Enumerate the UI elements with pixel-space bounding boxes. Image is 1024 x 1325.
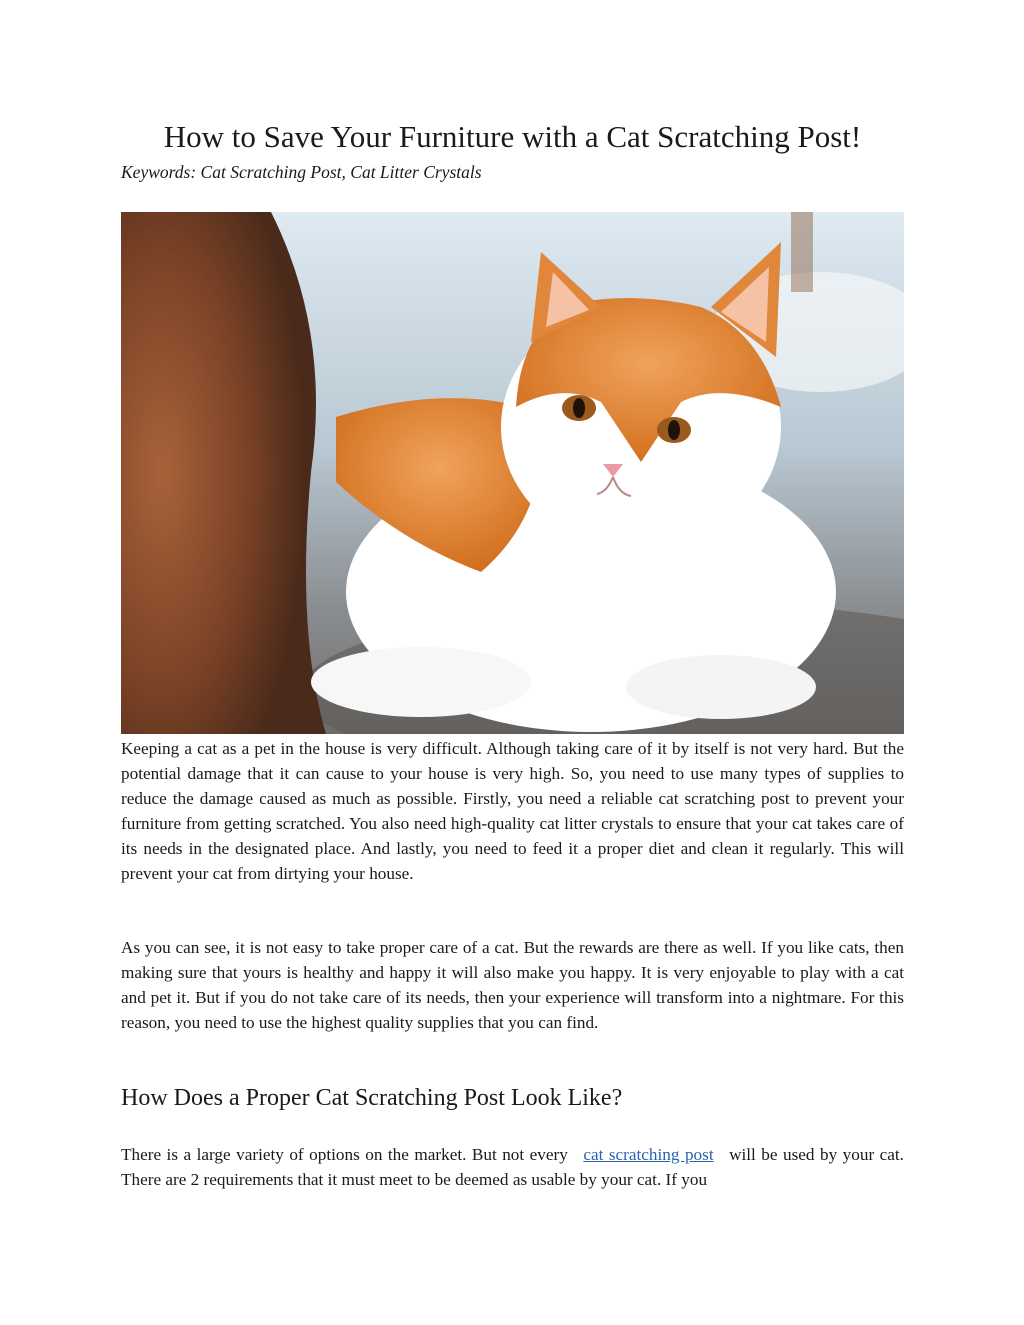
paragraph-3-text-end: will be used by your cat. There are 2 requirements that it must meet to be deemed as usable by your cat. If you [121, 1145, 904, 1189]
paragraph-1: Keeping a cat as a pet in the house is very difficult. Although taking care of it by itself is not very hard. But the potential damage that it can cause to your house is very high. So, you need to use many types of supplies to reduce the damage caused as much as possible. Firstly, you need a reliable cat scratching post to prevent your furniture from getting scratched. You also need high-quality cat litter crystals to ensure that your cat takes care of its needs in the designated place. And lastly, you need to feed it a proper diet and clean it regularly. This will prevent your cat from dirtying your house. [121, 739, 904, 883]
cat-scratching-post-link[interactable]: cat scratching post [583, 1145, 714, 1164]
paragraph-2: As you can see, it is not easy to take proper care of a cat. But the rewards are there as well. If you like cats, then making sure that yours is healthy and happy it will also make you happy. It is very enjoyable to play with a cat and pet it. But if you do not take care of its needs, then your experience will transform into a nightmare. For this reason, you need to use the highest quality supplies that you can find. [121, 938, 904, 1032]
page-title: How to Save Your Furniture with a Cat Scratching Post! [163, 119, 862, 154]
cat-photo [121, 212, 904, 734]
section-heading: How Does a Proper Cat Scratching Post Look Like? [121, 1085, 623, 1111]
paragraph-3 [121, 1142, 904, 1192]
keywords-line: Keywords: Cat Scratching Post, Cat Litter Crystals [121, 162, 482, 182]
paragraph-3-text-start: There is a large variety of options on the market. But not every [121, 1145, 568, 1164]
